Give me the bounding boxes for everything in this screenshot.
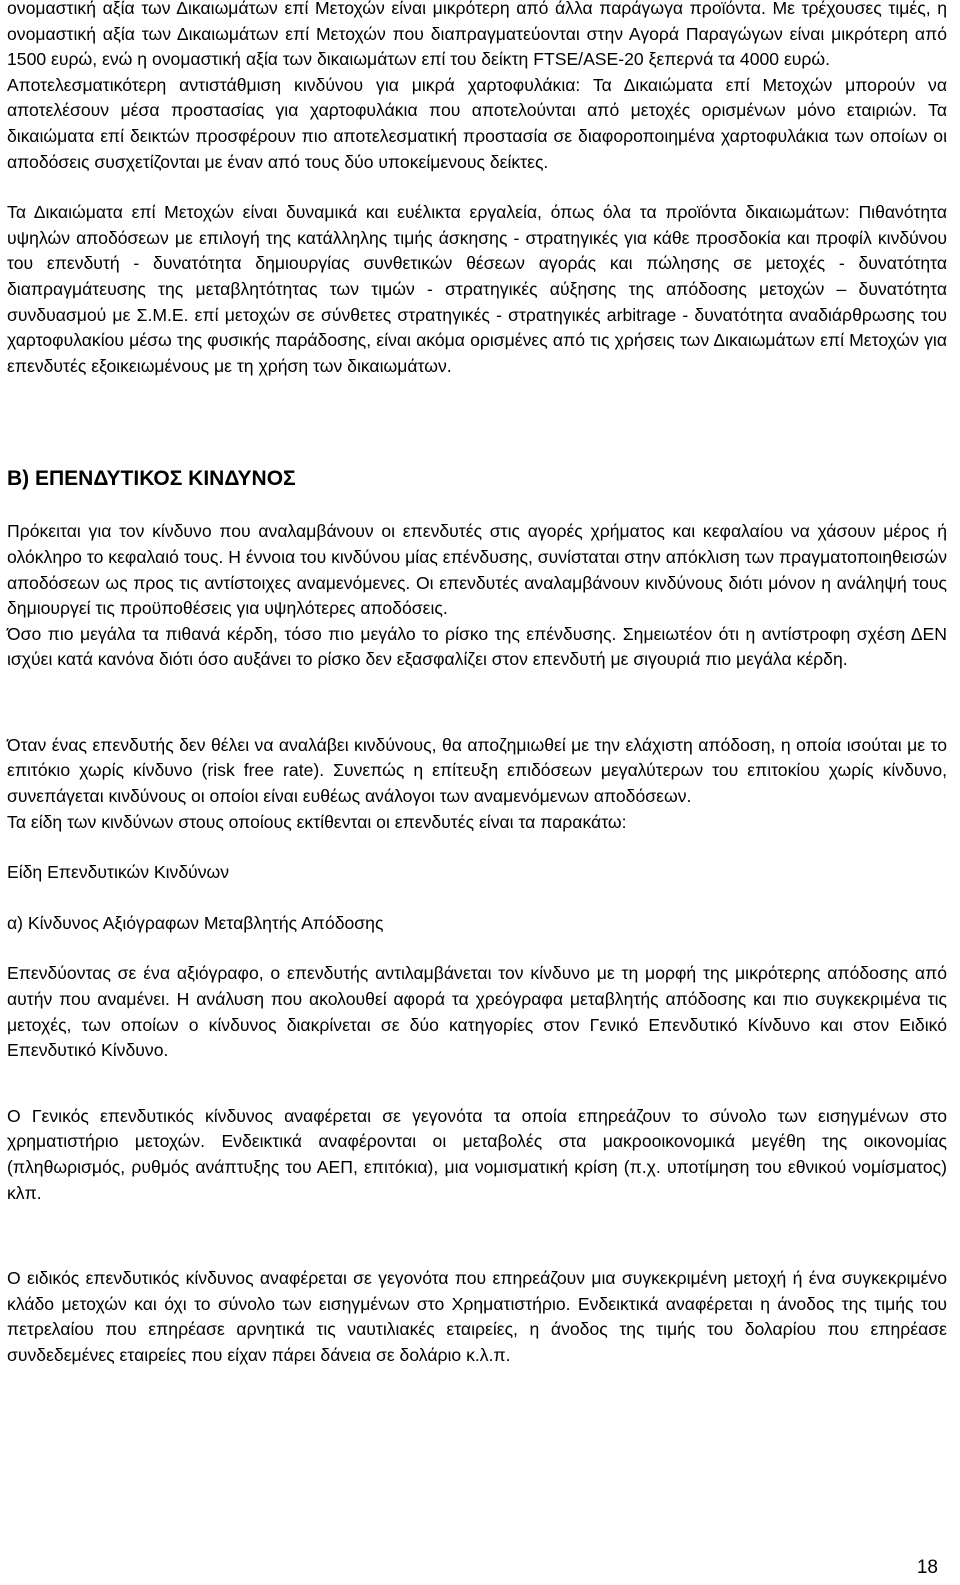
paragraph-risk-free: Όταν ένας επενδυτής δεν θέλει να αναλάβει κινδύνους, θα αποζημιωθεί με την ελάχιστη απόδοση, η οποία ισούται με το επιτόκιο χωρίς κίνδυνο (risk free rate). Συνεπώς η επίτευξη επιδόσεων μεγαλύτερων του επιτοκίου χωρίς κίνδυνο, συνεπάγεται κινδύνους οι οποίοι είναι ευθέως ανάλογοι των αναμενόμενων αποδόσεων. xyxy=(7,734,947,807)
paragraph-variable-yield: Επενδύοντας σε ένα αξιόγραφο, ο επενδυτής αντιλαμβάνεται τον κίνδυνο με τη μορφή της μικρότερης απόδοσης από αυτήν που αναμένει. Η ανάλυση που ακολουθεί αφορά τα χρεόγραφα μεταβλητής απόδοσης και πιο συγκεκριμένα τις μετοχές, των οποίων ο κίνδυνος διακρίνεται σε δύο κατηγορίες στον Γενικό Επενδυτικό Κίνδυνο και στον Ειδικό Επενδυτικό Κίνδυνο. xyxy=(7,963,947,1061)
paragraph-specific-risk: Ο ειδικός επενδυτικός κίνδυνος αναφέρεται σε γεγονότα που επηρεάζουν μια συγκεκριμένη μετοχή ή ένα συγκεκριμένο κλάδο μετοχών και όχι το σύνολο των εισηγμένων στο Χρηματιστήριο. Ενδεικτικά αναφέρεται η άνοδος της τιμής του πετρελαίου που επηρέασε αρνητικά τις ναυτιλιακές εταιρείες, η άνοδος της τιμής του δολαρίου που επηρέασε συνδεδεμένες εταιρείες που είχαν πάρει δάνεια σε δολάριο κ.λ.π. xyxy=(7,1268,947,1365)
document-page xyxy=(7,0,947,1369)
subsection-a-title: α) Κίνδυνος Αξιόγραφων Μεταβλητής Απόδοσης xyxy=(7,912,384,933)
paragraph-hedging: Αποτελεσματικότερη αντιστάθμιση κινδύνου για μικρά χαρτοφυλάκια: Τα Δικαιώματα επί Μετοχών μπορούν να αποτελέσουν μέσα προστασίας για χαρτοφυλάκια που αποτελούνται από μετοχές ορισμένων μόνο εταιριών. Τα δικαιώματα επί δεικτών προσφέρουν πιο αποτελεσματική προστασία σε διαφοροποιημένα χαρτοφυλάκια των οποίων οι αποδόσεις συσχετίζονται με έναν από τους δύο υποκείμενους δείκτες. xyxy=(7,74,947,172)
risk-types-intro: Τα είδη των κινδύνων στους οποίους εκτίθενται οι επενδυτές είναι τα παρακάτω: xyxy=(7,811,627,832)
paragraph-nominal-value: ονομαστική αξία των Δικαιωμάτων επί Μετοχών είναι μικρότερη από άλλα παράγωγα προϊόντα. Με τρέχουσες τιμές, η ονομαστική αξία των Δικαιωμάτων επί Μετοχών που διαπραγματεύονται στην Αγορά Παραγώγων είναι μικρότερη από 1500 ευρώ, ενώ η ονομαστική αξία των δικαιωμάτων επί του δείκτη FTSE/ASE-20 ξεπερνά τα 4000 ευρώ. xyxy=(7,0,947,70)
paragraph-dynamic-tools: Τα Δικαιώματα επί Μετοχών είναι δυναμικά και ευέλικτα εργαλεία, όπως όλα τα προϊόντα δικαιωμάτων: Πιθανότητα υψηλών αποδόσεων με επιλογή της κατάλληλης τιμής άσκησης - στρατηγικές για κάθε προσδοκία και προφίλ κινδύνου του επενδυτή - δυνατότητα δημιουργίας συνθετικών θέσεων αγοράς και πώλησης σε μετοχές - δυνατότητα διαπραγμάτευσης της μεταβλητότητας των τιμών - στρατηγικές αύξησης της απόδοσης μετοχών – δυνατότητα συνδυασμού με Σ.Μ.Ε. επί μετοχών σε σύνθετες στρατηγικές - στρατηγικές arbitrage - δυνατότητα αναδιάρθρωσης του χαρτοφυλακίου μέσω της φυσικής παράδοσης, είναι ακόμα ορισμένες από τις χρήσεις των Δικαιωμάτων επί Μετοχών για επενδυτές εξοικειωμένους με τη χρήση των δικαιωμάτων. xyxy=(7,202,947,376)
page-number: 18 xyxy=(916,1557,938,1578)
section-heading: Β) ΕΠΕΝΔΥΤΙΚΟΣ ΚΙΝΔΥΝΟΣ xyxy=(7,467,296,491)
paragraph-general-risk: Ο Γενικός επενδυτικός κίνδυνος αναφέρεται σε γεγονότα τα οποία επηρεάζουν το σύνολο των εισηγμένων στο χρηματιστήριο μετοχών. Ενδεικτικά αναφέρονται οι μεταβολές στα μακροοικονομικά μεγέθη της οικονομίας (πληθωρισμός, ρυθμός ανάπτυξης του ΑΕΠ, επιτόκια), μια νομισματική κρίση (π.χ. υποτίμηση του εθνικού νομίσματος) κλπ. xyxy=(7,1105,947,1203)
paragraph-risk-definition: Πρόκειται για τον κίνδυνο που αναλαμβάνουν οι επενδυτές στις αγορές χρήματος και κεφαλαίου να χάσουν μέρος ή ολόκληρο το κεφαλαιό τους. Η έννοια του κινδύνου μίας επένδυσης, συνίσταται στην απόκλιση των πραγματοποιηθεισών αποδόσεων ως προς τις αντίστοιχες αναμενόμενες. Οι επενδυτές αναλαμβάνουν κινδύνους διότι μόνον η ανάληψή τους δημιουργεί τις προϋποθέσεις για υψηλότερες αποδόσεις. xyxy=(7,521,947,619)
risk-types-title: Είδη Επενδυτικών Κινδύνων xyxy=(7,862,230,883)
paragraph-risk-reward: Όσο πιο μεγάλα τα πιθανά κέρδη, τόσο πιο μεγάλο το ρίσκο της επένδυσης. Σημειωτέον ότι η αντίστροφη σχέση ΔΕΝ ισχύει κατά κανόνα διότι όσο αυξάνει το ρίσκο δεν εξασφαλίζει στον επενδυτή με σιγουριά πιο μεγάλα κέρδη. xyxy=(7,623,947,670)
